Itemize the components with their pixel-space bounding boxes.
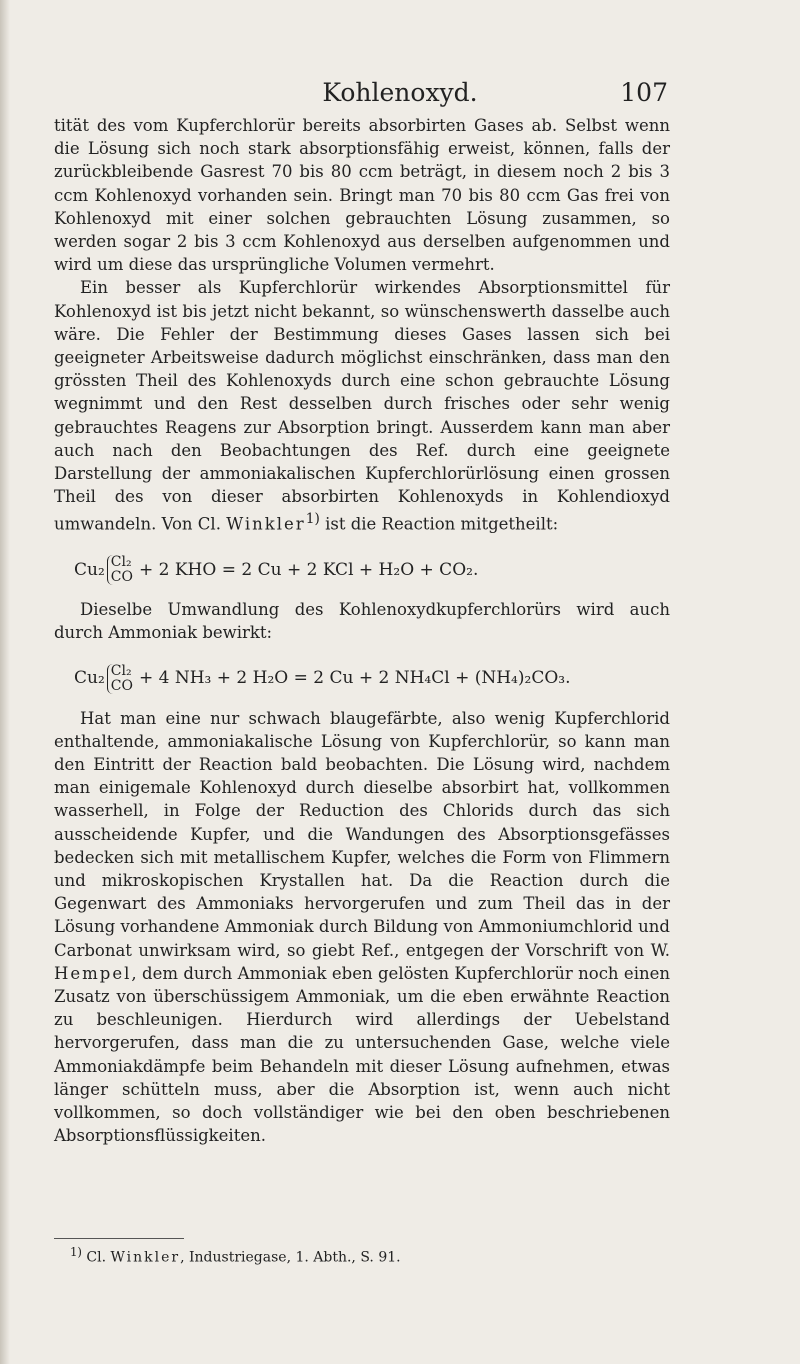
formula-1-brace-top: Cl₂ xyxy=(110,554,132,571)
footnote-suffix: , Industriegase, 1. Abth., S. 91. xyxy=(180,1249,401,1266)
page-number: 107 xyxy=(620,78,668,107)
footnote-prefix: Cl. xyxy=(86,1249,107,1266)
paragraph-3: Dieselbe Umwandlung des Kohlenoxydkupferchlorürs wird auch durch Ammoniak bewirkt: xyxy=(54,600,670,643)
formula-2-brace xyxy=(107,664,133,694)
paragraph-4-tail: , dem durch Ammoniak eben gelösten Kupferchlorür noch einen Zusatz von überschüssigem Ammoniak, um die eben erwähnte Reaction zu beschleunigen. Hierdurch wird allerdings der Uebelstand hervorgerufen, dass man die zu untersuchenden Gase, welche viele Ammoniakdämpfe beim Behandeln mit dieser Lösung aufnehmen, etwas länger schütteln muss, aber die Absorption ist, wenn auch nicht vollkommen, so doch vollständiger wie bei den oben beschriebenen Absorptionsflüssigkeiten. xyxy=(54,963,670,1146)
footnote-author: Winkler xyxy=(110,1249,181,1266)
paragraph-4 xyxy=(54,707,670,1148)
formula-2 xyxy=(74,659,670,699)
formula-1 xyxy=(74,550,670,590)
page-edge-shadow xyxy=(0,0,10,1364)
formula-1-brace xyxy=(107,555,133,585)
running-title: Kohlenoxyd. xyxy=(322,78,478,107)
author-hempel: Hempel xyxy=(54,963,132,983)
formula-2-rest: + 4 NH₃ + 2 H₂O = 2 Cu + 2 NH₄Cl + (NH₄)₂CO₃. xyxy=(138,667,571,688)
footnote-marker: 1) xyxy=(70,1245,82,1259)
formula-1-rest: + 2 KHO = 2 Cu + 2 KCl + H₂O + CO₂. xyxy=(138,559,479,580)
formula-2-prefix: Cu₂ xyxy=(74,667,105,688)
formula-1-brace-bottom: CO xyxy=(110,569,133,586)
paragraph-4-text: Hat man eine nur schwach blaugefärbte, also wenig Kupferchlorid enthaltende, ammoniakalische Lösung von Kupferchlorür, so kann man den Eintritt der Reaction bald beobachten. Die Lösung wird, nachdem man einigemale Kohlenoxyd durch dieselbe absorbirt hat, vollkommen wasserhell, in Folge der Reduction des Chlorids durch das sich ausscheidende Kupfer, und die Wandungen des Absorptionsgefässes bedecken sich mit metallischem Kupfer, welches die Form von Flimmern und mikroskopischen Krystallen hat. Da die Reaction durch die Gegenwart des Ammoniaks hervorgerufen und zum Theil das in der Lösung vorhandene Ammoniak durch Bildung von Ammoniumchlorid und Carbonat unwirksam wird, so giebt Ref., entgegen der Vorschrift von W. xyxy=(54,708,670,960)
formula-2-brace-bottom: CO xyxy=(110,677,133,694)
paragraph-1: tität des vom Kupferchlorür bereits absorbirten Gases ab. Selbst wenn die Lösung sich noch stark absorptionsfähig erweist, können, falls der zurückbleibende Gasrest 70 bis 80 ccm beträgt, in diesem noch 2 bis 3 ccm Kohlenoxyd vorhanden sein. Bringt man 70 bis 80 ccm Gas frei von Kohlenoxyd mit einer solchen gebrauchten Lösung zusammen, so werden sogar 2 bis 3 ccm Kohlenoxyd aus derselben aufgenommen und wird um diese das ursprüngliche Volumen vermehrt. xyxy=(54,116,670,275)
footnote-ref: 1) xyxy=(305,511,320,528)
page-body xyxy=(54,114,670,1147)
footnote-rule xyxy=(54,1238,184,1239)
paragraph-2-tail: ist die Reaction mitgetheilt: xyxy=(319,514,559,534)
author-winkler: Winkler xyxy=(226,514,306,534)
formula-2-brace-top: Cl₂ xyxy=(110,662,132,679)
formula-1-prefix: Cu₂ xyxy=(74,559,105,580)
page-header xyxy=(0,78,800,112)
paragraph-2 xyxy=(54,276,670,536)
paragraph-2-text: Ein besser als Kupferchlorür wirkendes Absorptionsmittel für Kohlenoxyd ist bis jetzt nicht bekannt, so wünschenswerth dasselbe auch wäre. Die Fehler der Bestimmung dieses Gases lassen sich bei geeigneter Arbeitsweise dadurch möglichst einschränken, dass man den grössten Theil des Kohlenoxyds durch eine schon gebrauchte Lösung wegnimmt und den Rest desselben durch frisches oder sehr wenig gebrauchtes Reagens zur Absorption bringt. Ausserdem kann man aber auch nach den Beobachtungen des Ref. durch eine geeignete Darstellung der ammoniakalischen Kupferchlorürlösung einen grossen Theil des von dieser absorbirten Kohlenoxyds in Kohlendioxyd umwandeln. Von Cl. xyxy=(54,278,670,534)
footnote xyxy=(70,1245,670,1266)
